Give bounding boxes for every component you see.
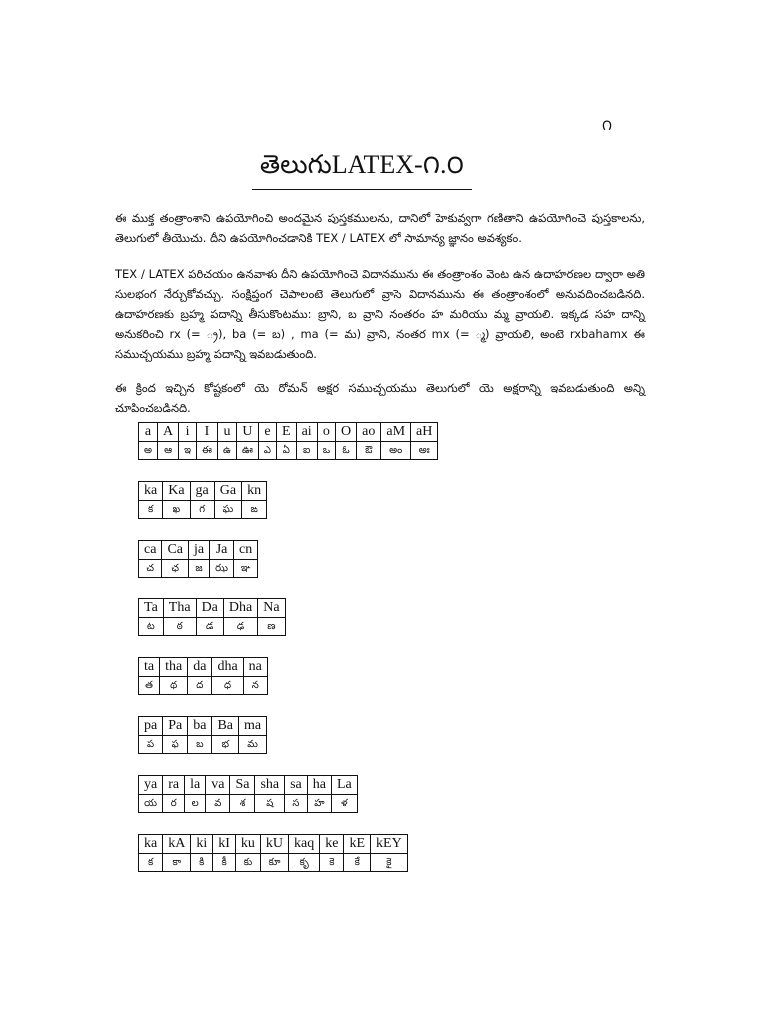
roman-key-cell: O [336, 423, 357, 442]
telugu-letter-cell: ఝ [210, 560, 234, 578]
ka-vowel-signs-table [138, 834, 408, 872]
roman-key-row [139, 776, 358, 795]
telugu-letter-cell: భ [212, 736, 239, 754]
roman-key-cell: da [188, 658, 212, 677]
retroflex-consonants-table [138, 598, 286, 636]
roman-key-row [139, 423, 438, 442]
roman-key-row [139, 658, 268, 677]
roman-key-cell: Dha [223, 599, 257, 618]
roman-key-cell: ke [320, 835, 344, 854]
telugu-letter-row [139, 854, 408, 872]
telugu-letter-cell: త [139, 677, 160, 695]
document-title: తెలుగుLATEX-౧.౦ [252, 150, 472, 190]
telugu-letter-cell: ణ [258, 618, 285, 636]
telugu-letter-cell: ఖ [163, 501, 190, 519]
telugu-letter-cell: ఢ [223, 618, 257, 636]
telugu-letter-cell: జ [189, 560, 210, 578]
telugu-letter-cell: కీ [213, 854, 236, 872]
telugu-letter-cell: శ [230, 795, 255, 813]
roman-key-cell: kn [242, 482, 267, 501]
roman-key-cell: Ba [212, 717, 239, 736]
roman-key-cell: ma [239, 717, 267, 736]
telugu-letter-cell: ఫ [163, 736, 188, 754]
telugu-letter-cell: కూ [260, 854, 288, 872]
telugu-letter-cell: అ [139, 442, 158, 460]
dental-consonants-table [138, 657, 268, 695]
intro-paragraph: ఈ ముక్త తంత్రాంశాని ఉపయోగించి అందమైన పుస్తకములను, దానిలో హెకువ్వగా గణితాని ఉపయోగించె పుస్తకాలను, తెలుగులో తీయొచు. దీని ఉపయోగించడానికి TEX / LATEX లో సామాన్య జ్ఞానం అవశ్యకం. [115, 211, 645, 245]
roman-key-cell: ha [307, 776, 331, 795]
telugu-letter-cell: ఒ [317, 442, 335, 460]
roman-key-cell: i [179, 423, 197, 442]
telugu-letter-cell: య [139, 795, 163, 813]
roman-key-cell: cn [233, 541, 257, 560]
roman-key-cell: ra [163, 776, 185, 795]
roman-key-cell: A [158, 423, 179, 442]
page-number: ౧ [602, 116, 612, 134]
roman-key-cell: ja [189, 541, 210, 560]
telugu-letter-row [139, 501, 267, 519]
telugu-letter-cell: ఙ [242, 501, 267, 519]
telugu-letter-cell: ఇ [179, 442, 197, 460]
telugu-letter-cell: కి [191, 854, 213, 872]
roman-key-cell: kaq [289, 835, 320, 854]
roman-key-cell: dha [212, 658, 243, 677]
roman-key-cell: sha [255, 776, 285, 795]
roman-key-cell: U [236, 423, 258, 442]
roman-key-cell: Da [196, 599, 223, 618]
roman-key-cell: o [317, 423, 335, 442]
roman-key-row [139, 717, 267, 736]
roman-key-cell: Pa [163, 717, 188, 736]
roman-key-cell: ta [139, 658, 160, 677]
telugu-letter-row [139, 442, 438, 460]
roman-key-cell: tha [160, 658, 188, 677]
telugu-letter-cell: ఉ [217, 442, 236, 460]
telugu-letter-cell: క [139, 854, 163, 872]
roman-key-cell: ka [139, 482, 163, 501]
telugu-letter-cell: ఔ [357, 442, 381, 460]
roman-key-row [139, 835, 408, 854]
roman-key-cell: na [243, 658, 267, 677]
roman-key-cell: Ka [163, 482, 190, 501]
roman-key-cell: sa [285, 776, 308, 795]
telugu-letter-row [139, 618, 286, 636]
telugu-letter-cell: కై [371, 854, 408, 872]
telugu-letter-cell: ర [163, 795, 185, 813]
telugu-letter-cell: బ [188, 736, 212, 754]
roman-key-cell: e [258, 423, 276, 442]
telugu-letter-cell: ఊ [236, 442, 258, 460]
telugu-letter-cell: ఛ [162, 560, 189, 578]
telugu-letter-cell: కృ [289, 854, 320, 872]
telugu-letter-cell: ట [139, 618, 164, 636]
telugu-letter-cell: అః [411, 442, 438, 460]
telugu-letter-cell: ఈ [197, 442, 218, 460]
roman-key-cell: a [139, 423, 158, 442]
telugu-letter-cell: మ [239, 736, 267, 754]
roman-key-cell: ki [191, 835, 213, 854]
roman-key-cell: Sa [230, 776, 255, 795]
telugu-letter-cell: హ [307, 795, 331, 813]
roman-key-cell: ao [357, 423, 381, 442]
telugu-letter-cell: కె [320, 854, 344, 872]
usage-paragraph: TEX / LATEX పరిచయం ఉనవాళు దీని ఉపయోగించె విదానమును ఈ తంత్రాంశం వెంట ఉన ఉదాహరణల ద్వారా అతి సులభంగ నేర్చుకోవచ్చు. సంక్షిప్తంగ చెపాలంటె తెలుగులో వ్రాసె విదానమును ఈ తంత్రాంశంలో అనువదించబడినది. ఉదాహరణకు బ్రహ్మ పదాన్ని తీసుకొంటము: బ్రాని, బ వ్రాని నంతరం హ మరియు మ్మ వ్రాయలి. ఇక్కడ సహ దాన్ని అనుకరించి rx (= ్ర), ba (= బ) , ma (= మ) వ్రాని, నంతర mx (= ్మ) వ్రాయలి, అంటె rxbahamx ఈ సముచ్చయము బ్రహ్మ పదాన్ని ఇవబడుతుంది. [115, 267, 645, 361]
roman-key-cell: kU [260, 835, 288, 854]
labial-consonants-table [138, 716, 267, 754]
roman-key-row [139, 541, 258, 560]
roman-key-cell: kEY [371, 835, 408, 854]
telugu-letter-cell: ఆ [158, 442, 179, 460]
roman-key-cell: ku [235, 835, 260, 854]
roman-key-row [139, 599, 286, 618]
telugu-letter-cell: కే [344, 854, 371, 872]
telugu-letter-cell: చ [139, 560, 162, 578]
telugu-letter-cell: ఎ [258, 442, 276, 460]
telugu-letter-cell: ల [185, 795, 206, 813]
semivowels-sibilants-table [138, 775, 358, 813]
telugu-letter-cell: ఓ [336, 442, 357, 460]
roman-key-cell: I [197, 423, 218, 442]
roman-key-cell: u [217, 423, 236, 442]
roman-key-cell: la [185, 776, 206, 795]
roman-key-cell: kA [163, 835, 191, 854]
roman-key-cell: kE [344, 835, 371, 854]
telugu-letter-cell: కా [163, 854, 191, 872]
roman-key-cell: ka [139, 835, 163, 854]
telugu-letter-cell: ఘ [214, 501, 241, 519]
telugu-letter-row [139, 795, 358, 813]
roman-key-cell: ba [188, 717, 212, 736]
telugu-letter-cell: ద [188, 677, 212, 695]
roman-key-cell: ga [190, 482, 214, 501]
roman-key-cell: va [206, 776, 230, 795]
telugu-letter-cell: ఠ [163, 618, 196, 636]
telugu-letter-row [139, 677, 268, 695]
roman-key-cell: Ga [214, 482, 241, 501]
telugu-letter-cell: ళ [332, 795, 358, 813]
telugu-letter-row [139, 560, 258, 578]
roman-key-cell: Ja [210, 541, 234, 560]
roman-key-cell: ca [139, 541, 162, 560]
telugu-letter-cell: ఐ [296, 442, 317, 460]
telugu-letter-cell: న [243, 677, 267, 695]
roman-key-cell: aM [381, 423, 411, 442]
roman-key-cell: aH [411, 423, 438, 442]
telugu-letter-cell: థ [160, 677, 188, 695]
roman-key-cell: La [332, 776, 358, 795]
vowels-table [138, 422, 438, 460]
roman-key-cell: pa [139, 717, 163, 736]
roman-key-cell: Ca [162, 541, 189, 560]
roman-key-row [139, 482, 267, 501]
telugu-letter-cell: ధ [212, 677, 243, 695]
roman-key-cell: Tha [163, 599, 196, 618]
palatal-consonants-table [138, 540, 258, 578]
telugu-letter-cell: కు [235, 854, 260, 872]
telugu-letter-cell: ఞ [233, 560, 257, 578]
roman-key-cell: Ta [139, 599, 164, 618]
table-intro-paragraph: ఈ క్రింద ఇచ్చిన కోష్టకంలో యె రోమన్ అక్షర సముచ్చయము తెలుగులో యె అక్షరాన్ని ఇవబడుతుంది అన్ని చూపించబడినది. [115, 381, 645, 415]
telugu-letter-cell: డ [196, 618, 223, 636]
roman-key-cell: E [277, 423, 297, 442]
roman-key-cell: ya [139, 776, 163, 795]
telugu-letter-cell: క [139, 501, 163, 519]
telugu-letter-cell: గ [190, 501, 214, 519]
roman-key-cell: Na [258, 599, 285, 618]
telugu-letter-cell: అం [381, 442, 411, 460]
telugu-letter-cell: వ [206, 795, 230, 813]
telugu-letter-cell: ఏ [277, 442, 297, 460]
telugu-letter-row [139, 736, 267, 754]
telugu-letter-cell: ష [255, 795, 285, 813]
roman-key-cell: ai [296, 423, 317, 442]
roman-key-cell: kI [213, 835, 236, 854]
velar-consonants-table [138, 481, 267, 519]
telugu-letter-cell: స [285, 795, 308, 813]
telugu-letter-cell: ప [139, 736, 163, 754]
